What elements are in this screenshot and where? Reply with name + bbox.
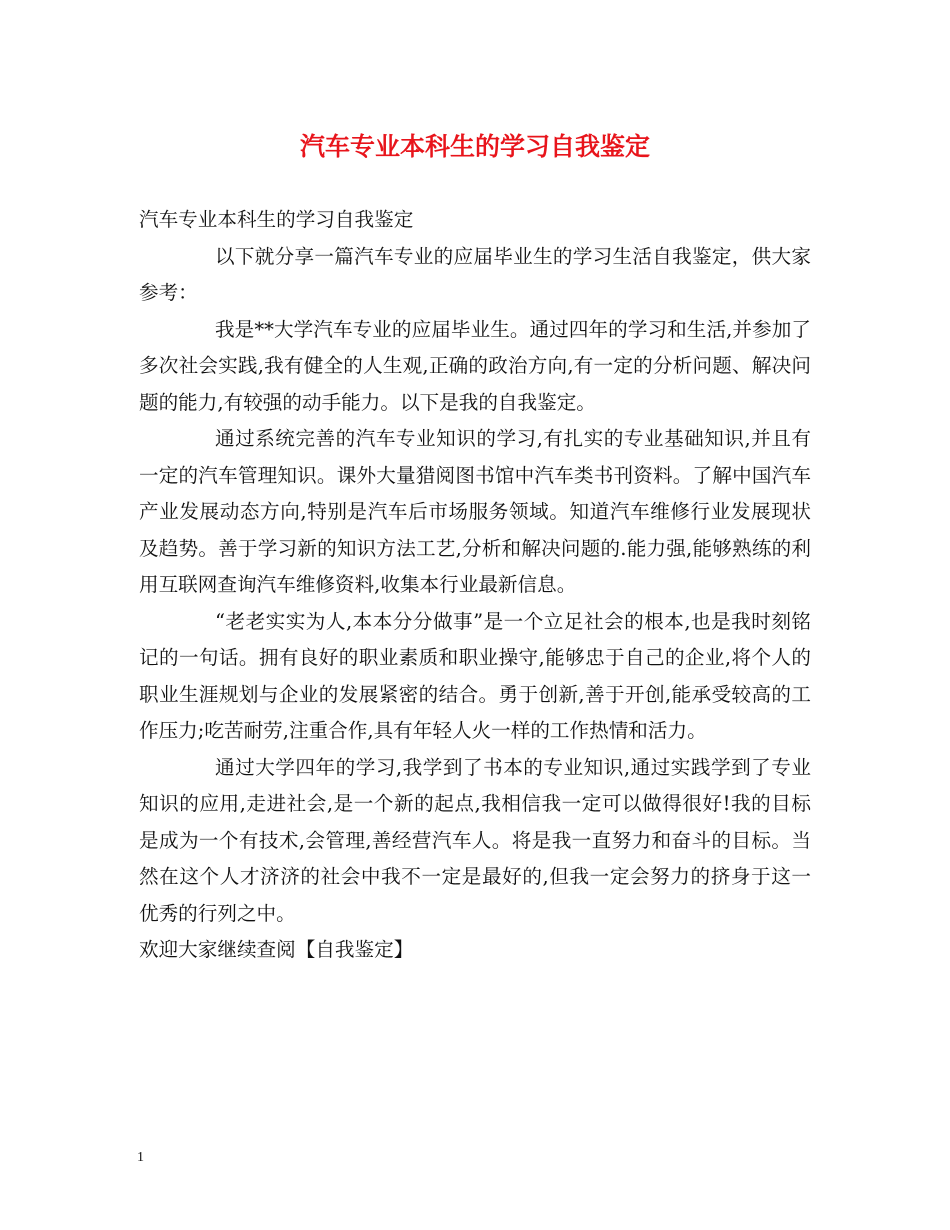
body-paragraph-4: 通过大学四年的学习,我学到了书本的专业知识,通过实践学到了专业知识的应用,走进社会,是一个新的起点,我相信我一定可以做得很好!我的目标是成为一个有技术,会管理,善经营汽车人。将是我一直努力和奋斗的目标。当然在这个人才济济的社会中我不一定是最好的,但我一定会努力的挤身于这一优秀的行列之中。 — [139, 755, 811, 925]
intro-paragraph: 以下就分享一篇汽车专业的应届毕业生的学习生活自我鉴定，供大家参考： — [139, 244, 811, 304]
subtitle-paragraph: 汽车专业本科生的学习自我鉴定 — [139, 208, 414, 231]
page-title: 汽车专业本科生的学习自我鉴定 — [299, 132, 650, 161]
body-paragraph-1: 我是**大学汽车专业的应届毕业生。通过四年的学习和生活,并参加了多次社会实践,我有健全的人生观,正确的政治方向,有一定的分析问题、解决问题的能力,有较强的动手能力。以下是我的自我鉴定。 — [139, 317, 811, 414]
body-paragraph-2: 通过系统完善的汽车专业知识的学习,有扎实的专业基础知识,并且有一定的汽车管理知识。课外大量猎阅图书馆中汽车类书刊资料。了解中国汽车产业发展动态方向,特别是汽车后市场服务领域。知道汽车维修行业发展现状及趋势。善于学习新的知识方法工艺,分析和解决问题的.能力强,能够熟练的利用互联网查询汽车维修资料,收集本行业最新信息。 — [139, 427, 811, 596]
body-paragraph-3: “老老实实为人,本本分分做事”是一个立足社会的根本,也是我时刻铭记的一句话。拥有良好的职业素质和职业操守,能够忠于自己的企业,将个人的职业生涯规划与企业的发展紧密的结合。勇于创新,善于开创,能承受较高的工作压力;吃苦耐劳,注重合作,具有年轻人火一样的工作热情和活力。 — [139, 609, 811, 742]
closing-link-paragraph[interactable]: 欢迎大家继续查阅【自我鉴定】 — [139, 938, 414, 961]
document-body — [139, 202, 811, 969]
page-number: 1 — [137, 1150, 144, 1165]
